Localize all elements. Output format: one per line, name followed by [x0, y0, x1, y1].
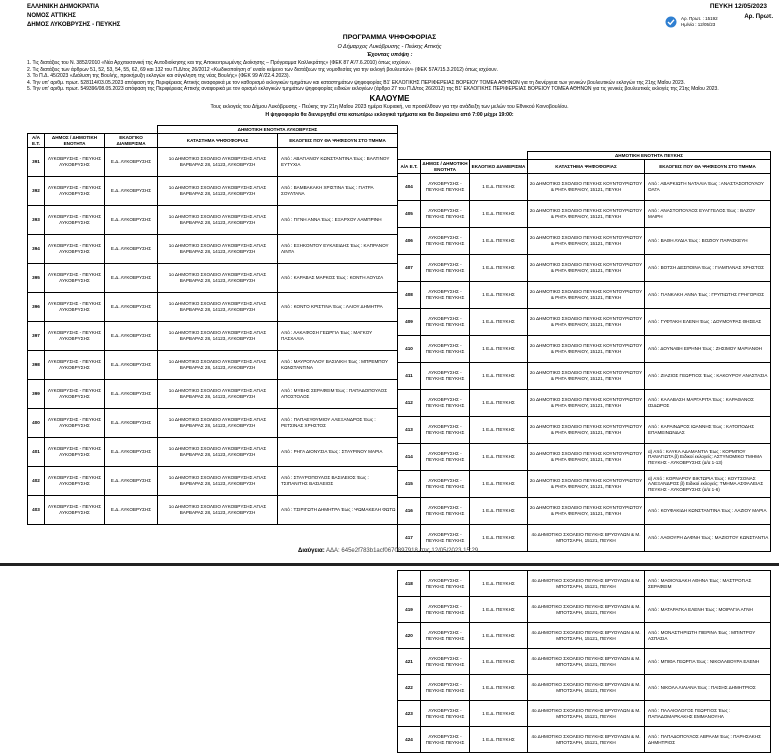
voters-range: Από : ΜΑΥΡΟΓΑΛΟΥ ΒΑΣΙΛΙΚΗ Έως : ΜΠΡΕΜΠΟΥ ΚΩΝΣΤΑΝΤΙΝΑ [278, 351, 398, 380]
polling-station: 1ο ΔΗΜΟΤΙΚΟ ΣΧΟΛΕΙΟ ΛΥΚΟΒΡΥΣΗΣ ΑΓΙΑΣ ΒΑΡΒΑΡΑΣ 28, 14123, ΛΥΚΟΒΡΥΣΗ [158, 380, 278, 409]
electoral-district: 1 Ε.Δ. ΠΕΥΚΗΣ [470, 623, 528, 649]
voters-range: α) Από : ΚΑΥΚΑ ΑΔΑΜΑΝΤΙΑ Έως : ΚΟΡΜΠΟΥ ΠΑΝΑΓΙΩΤΑ β) Ειδικοί εκλογείς: ΑΣΤΥΝΟΜΙΚΟ ΤΜΗΜΑ ΠΕΥΚΗΣ - ΛΥΚΟΒΡΥΣΗΣ (α/α 1-13) [645, 444, 771, 471]
section-number: 404 [398, 174, 421, 201]
consideration-item: 5. Την υπ' αριθμ. πρωτ. 549396/08.05.2023 απόφαση της Περιφέρειας Αττικής αναφορικά με τον ορισμό εκλογικών τμημάτων ψηφοφορίας ειδικών εκλογέων (άρθρο 27 του Π.Δ/τος 26/2012) της Β1' ΕΚΛΟΓΙΚΗΣ ΠΕΡΙΦΕΡΕΙΑΣ ΒΟΡΕΙΟΥ ΤΟΜΕΑ ΑΘΗΝΩΝ για τις γενικές βουλευτικές εκλογές της 21ης Μαΐου 2023. [27, 86, 719, 93]
voters-range: Από : ΠΑΠΑΔΟΠΟΥΛΟΣ ΑΒΡΑΑΜ Έως : ΠΑΡΗΣΑΚΗΣ ΔΗΜΗΤΡΙΟΣ [645, 727, 771, 753]
section-number: 392 [28, 177, 45, 206]
column-header: Α/Α Ε.Τ. [398, 160, 421, 174]
column-header: ΕΚΛΟΓΕΙΣ ΠΟΥ ΘΑ ΨΗΦΙΣΟΥΝ ΣΤΟ ΤΜΗΜΑ [278, 134, 398, 148]
issuer-line: ΔΗΜΟΣ ΛΥΚΟΒΡΥΣΗΣ - ΠΕΥΚΗΣ [27, 22, 121, 28]
electoral-district: 1 Ε.Δ. ΠΕΥΚΗΣ [470, 525, 528, 552]
polling-station: 2ο ΔΗΜΟΤΙΚΟ ΣΧΟΛΕΙΟ ΠΕΥΚΗΣ ΚΟΥΝΤΟΥΡΙΩΤΟΥ & ΡΗΓΑ ΦΕΡΑΙΟΥ, 15121, ΠΕΥΚΗ [528, 390, 645, 417]
voters-range: Από : ΜΑΘΙΟΥΔΑΚΗ ΑΘΗΝΑ Έως : ΜΑΣΤΡΟΓΙΑΣ ΣΕΡΑΦΕΙΜ [645, 571, 771, 597]
polling-station: 2ο ΔΗΜΟΤΙΚΟ ΣΧΟΛΕΙΟ ΠΕΥΚΗΣ ΚΟΥΝΤΟΥΡΙΩΤΟΥ & ΡΗΓΑ ΦΕΡΑΙΟΥ, 15121, ΠΕΥΚΗ [528, 417, 645, 444]
electoral-district: 1 Ε.Δ. ΠΕΥΚΗΣ [470, 417, 528, 444]
section-number: 402 [28, 467, 45, 496]
section-number: 414 [398, 444, 421, 471]
voters-range: Από : ΚΟΝΤΟ ΚΡΙΣΤΙΝΑ Έως : ΛΑΙΟΥ ΔΗΜΗΤΡΑ [278, 293, 398, 322]
left-polling-table [27, 125, 398, 525]
voters-range: α) Από : ΚΟΡΝΑΡΟΥ ΒΙΚΤΩΡΙΑ Έως : ΚΟΥΤΣΟΝΑΣ ΑΛΕΞΑΝΔΡΟΣ β) Ειδικοί εκλογείς: ΤΜΗΜΑ ΑΣΦΑΛΕΙΑΣ ΠΕΥΚΗΣ - ΛΥΚΟΒΡΥΣΗΣ (α/α 1-6) [645, 471, 771, 498]
section-number: 406 [398, 228, 421, 255]
voters-range: Από : ΜΟΝΑΣΤΗΡΙΩΤΗ ΠΙΕΡΙΝΑ Έως : ΜΠΙΝΤΡΟΥ ΑΣΠΑΣΙΑ [645, 623, 771, 649]
electoral-district: Ε.Δ. ΛΥΚΟΒΡΥΣΗΣ [105, 496, 158, 525]
municipality: ΛΥΚΟΒΡΥΣΗΣ - ΠΕΥΚΗΣ ΛΥΚΟΒΡΥΣΗΣ [45, 148, 105, 177]
section-number: 413 [398, 417, 421, 444]
section-number: 398 [28, 351, 45, 380]
polling-station: 4ο ΔΗΜΟΤΙΚΟ ΣΧΟΛΕΙΟ ΠΕΥΚΗΣ ΒΡΥΟΥΛΩΝ & Μ. ΜΠΟΤΣΑΡΗ, 15121, ΠΕΥΚΗ [528, 675, 645, 701]
electoral-district: 1 Ε.Δ. ΠΕΥΚΗΣ [470, 282, 528, 309]
municipality: ΛΥΚΟΒΡΥΣΗΣ - ΠΕΥΚΗΣ ΠΕΥΚΗΣ [421, 727, 470, 753]
section-number: 400 [28, 409, 45, 438]
polling-station: 1ο ΔΗΜΟΤΙΚΟ ΣΧΟΛΕΙΟ ΛΥΚΟΒΡΥΣΗΣ ΑΓΙΑΣ ΒΑΡΒΑΡΑΣ 28, 14123, ΛΥΚΟΒΡΥΣΗ [158, 264, 278, 293]
municipality: ΛΥΚΟΒΡΥΣΗΣ - ΠΕΥΚΗΣ ΠΕΥΚΗΣ [421, 571, 470, 597]
electoral-district: 1 Ε.Δ. ΠΕΥΚΗΣ [470, 363, 528, 390]
voters-range: Από : ΠΑΠΑΕΥΘΥΜΙΟΥ ΑΛΕΞΑΝΔΡΟΣ Έως : ΡΕΤΣΙΝΑΣ ΧΡΗΣΤΟΣ [278, 409, 398, 438]
polling-station: 2ο ΔΗΜΟΤΙΚΟ ΣΧΟΛΕΙΟ ΠΕΥΚΗΣ ΚΟΥΝΤΟΥΡΙΩΤΟΥ & ΡΗΓΑ ΦΕΡΑΙΟΥ, 15121, ΠΕΥΚΗ [528, 228, 645, 255]
section-number: 393 [28, 206, 45, 235]
section-number: 407 [398, 255, 421, 282]
electoral-district: 1 Ε.Δ. ΠΕΥΚΗΣ [470, 228, 528, 255]
voters-range: Από : ΝΙΚΟΛΑ ΛΙΛΙΑΝΑ Έως : ΠΑΙΣΗΣ ΔΗΜΗΤΡΙΟΣ [645, 675, 771, 701]
voters-range: Από : ΒΟΤΣΗ ΔΕΣΠΟΙΝΑ Έως : ΓΙΑΜΠΑΝΑΣ ΧΡΗΣΤΟΣ [645, 255, 771, 282]
voters-range: Από : ΕΞΗΚΟΝΤΟΥ ΕΥΚΛΕΙΔΗΣ Έως : ΚΑΠΡΑΝΟΥ ΛΙΝΤΑ [278, 235, 398, 264]
voters-range: Από : ΑΒΑΓΙΑΝΟΥ ΚΩΝΣΤΑΝΤΙΝΑ Έως : ΒΑΛΤΙΝΟΥ ΕΥΤΥΧΙΑ [278, 148, 398, 177]
voters-range: Από : ΛΑΘΟΥΡΗ ΔΑΦΝΗ Έως : ΜΑΖΙΟΤΟΥ ΚΩΝΣΤΑΝΤΙΑ [645, 525, 771, 552]
section-number: 399 [28, 380, 45, 409]
electoral-district: 1 Ε.Δ. ΠΕΥΚΗΣ [470, 727, 528, 753]
electoral-district: Ε.Δ. ΛΥΚΟΒΡΥΣΗΣ [105, 409, 158, 438]
section-number: 395 [28, 264, 45, 293]
voters-range: Από : ΣΤΑΥΡΟΠΟΥΛΟΣ ΒΑΣΙΛΕΙΟΣ Έως : ΤΣΙΠΑΝΙΤΗΣ ΒΑΣΙΛΕΙΟΣ [278, 467, 398, 496]
table-row [398, 498, 771, 525]
district-group-header: ΔΗΜΟΤΙΚΗ ΕΝΟΤΗΤΑ ΠΕΥΚΗΣ [528, 152, 771, 160]
voters-range: Από : ΤΣΙΡΙΓΩΤΗ ΔΗΜΗΤΡΑ Έως : ΨΩΜΑΚΕΛΗ ΦΩΤΩ [278, 496, 398, 525]
polling-station: 1ο ΔΗΜΟΤΙΚΟ ΣΧΟΛΕΙΟ ΛΥΚΟΒΡΥΣΗΣ ΑΓΙΑΣ ΒΑΡΒΑΡΑΣ 28, 14123, ΛΥΚΟΒΡΥΣΗ [158, 322, 278, 351]
electoral-district: Ε.Δ. ΛΥΚΟΒΡΥΣΗΣ [105, 438, 158, 467]
polling-station: 4ο ΔΗΜΟΤΙΚΟ ΣΧΟΛΕΙΟ ΠΕΥΚΗΣ ΒΡΥΟΥΛΩΝ & Μ. ΜΠΟΤΣΑΡΗ, 15121, ΠΕΥΚΗ [528, 649, 645, 675]
section-number: 408 [398, 282, 421, 309]
electoral-district: Ε.Δ. ΛΥΚΟΒΡΥΣΗΣ [105, 351, 158, 380]
municipality: ΛΥΚΟΒΡΥΣΗΣ - ΠΕΥΚΗΣ ΠΕΥΚΗΣ [421, 623, 470, 649]
document-title: ΠΡΟΓΡΑΜΜΑ ΨΗΦΟΦΟΡΙΑΣ [342, 34, 437, 41]
municipality: ΛΥΚΟΒΡΥΣΗΣ - ΠΕΥΚΗΣ ΠΕΥΚΗΣ [421, 525, 470, 552]
municipality: ΛΥΚΟΒΡΥΣΗΣ - ΠΕΥΚΗΣ ΛΥΚΟΒΡΥΣΗΣ [45, 177, 105, 206]
municipality: ΛΥΚΟΒΡΥΣΗΣ - ΠΕΥΚΗΣ ΠΕΥΚΗΣ [421, 174, 470, 201]
table-row [398, 571, 771, 597]
table-row [28, 264, 398, 293]
diavgeia-watermark: Διαύγεια: ΑΔΑ: 645e2f783b1acf0670897918 στις 12/05/2023 15:29 [298, 548, 479, 554]
municipality: ΛΥΚΟΒΡΥΣΗΣ - ΠΕΥΚΗΣ ΛΥΚΟΒΡΥΣΗΣ [45, 264, 105, 293]
table-row [398, 282, 771, 309]
table-row [28, 409, 398, 438]
table-row [398, 701, 771, 727]
electoral-district: Ε.Δ. ΛΥΚΟΒΡΥΣΗΣ [105, 206, 158, 235]
section-number: 403 [28, 496, 45, 525]
polling-station: 1ο ΔΗΜΟΤΙΚΟ ΣΧΟΛΕΙΟ ΛΥΚΟΒΡΥΣΗΣ ΑΓΙΑΣ ΒΑΡΒΑΡΑΣ 28, 14123, ΛΥΚΟΒΡΥΣΗ [158, 177, 278, 206]
polling-station: 2ο ΔΗΜΟΤΙΚΟ ΣΧΟΛΕΙΟ ΠΕΥΚΗΣ ΚΟΥΝΤΟΥΡΙΩΤΟΥ & ΡΗΓΑ ΦΕΡΑΙΟΥ, 15121, ΠΕΥΚΗ [528, 174, 645, 201]
polling-station: 1ο ΔΗΜΟΤΙΚΟ ΣΧΟΛΕΙΟ ΛΥΚΟΒΡΥΣΗΣ ΑΓΙΑΣ ΒΑΡΒΑΡΑΣ 28, 14123, ΛΥΚΟΒΡΥΣΗ [158, 293, 278, 322]
table-row [398, 363, 771, 390]
polling-station: 2ο ΔΗΜΟΤΙΚΟ ΣΧΟΛΕΙΟ ΠΕΥΚΗΣ ΚΟΥΝΤΟΥΡΙΩΤΟΥ & ΡΗΓΑ ΦΕΡΑΙΟΥ, 15121, ΠΕΥΚΗ [528, 309, 645, 336]
column-header: ΕΚΛΟΓΕΙΣ ΠΟΥ ΘΑ ΨΗΦΙΣΟΥΝ ΣΤΟ ΤΜΗΜΑ [645, 160, 771, 174]
electoral-district: 1 Ε.Δ. ΠΕΥΚΗΣ [470, 444, 528, 471]
table-row [28, 177, 398, 206]
polling-station: 2ο ΔΗΜΟΤΙΚΟ ΣΧΟΛΕΙΟ ΠΕΥΚΗΣ ΚΟΥΝΤΟΥΡΙΩΤΟΥ & ΡΗΓΑ ΦΕΡΑΙΟΥ, 15121, ΠΕΥΚΗ [528, 498, 645, 525]
polling-station: 1ο ΔΗΜΟΤΙΚΟ ΣΧΟΛΕΙΟ ΛΥΚΟΒΡΥΣΗΣ ΑΓΙΑΣ ΒΑΡΒΑΡΑΣ 28, 14123, ΛΥΚΟΒΡΥΣΗ [158, 206, 278, 235]
call-text: Τους εκλογείς του Δήμου Λυκόβρυσης - Πεύκης την 21η Μαΐου 2023 ημέρα Κυριακή, να προσέλθουν για την ανάδειξη των μελών του Εθνικού Κοινοβουλίου. [210, 104, 569, 110]
voters-range: Από : ΚΑΡΑΙΝΔΡΟΣ ΙΩΑΝΝΗΣ Έως : ΚΑΤΟΠΟΔΗΣ ΕΠΑΜΕΙΝΩΝΔΑΣ [645, 417, 771, 444]
voters-range: Από : ΜΑΤΑΡΑΓΚΑ ΕΛΕΝΗ Έως : ΜΟΙΡΑΓΙΑ ΑΓΝΗ [645, 597, 771, 623]
polling-station: 2ο ΔΗΜΟΤΙΚΟ ΣΧΟΛΕΙΟ ΠΕΥΚΗΣ ΚΟΥΝΤΟΥΡΙΩΤΟΥ & ΡΗΓΑ ΦΕΡΑΙΟΥ, 15121, ΠΕΥΚΗ [528, 255, 645, 282]
municipality: ΛΥΚΟΒΡΥΣΗΣ - ΠΕΥΚΗΣ ΠΕΥΚΗΣ [421, 417, 470, 444]
table-row [28, 380, 398, 409]
table-row [398, 623, 771, 649]
electoral-district: Ε.Δ. ΛΥΚΟΒΡΥΣΗΣ [105, 148, 158, 177]
consideration-item: 2. Τις διατάξεις των άρθρων 51, 52, 53, 54, 55, 62, 69 και 132 του Π.Δ/τος 26/2012 «Κωδικοποίηση σ' ενιαίο κείμενο των διατάξεων της νομοθεσίας για την εκλογή βουλευτών» (ΦΕΚ 57Α'/15.3.2012) όπως ισχύουν. [27, 66, 498, 73]
stamp-label: Αρ. Πρωτ. [744, 14, 773, 20]
polling-station: 4ο ΔΗΜΟΤΙΚΟ ΣΧΟΛΕΙΟ ΠΕΥΚΗΣ ΒΡΥΟΥΛΩΝ & Μ. ΜΠΟΤΣΑΡΗ, 15121, ΠΕΥΚΗ [528, 701, 645, 727]
voters-range: Από : ΡΗΓΑ ΔΙΟΝΥΣΙΑ Έως : ΣΤΑΥΡΙΝΟΥ ΜΑΡΙΑ [278, 438, 398, 467]
table-row [28, 293, 398, 322]
electoral-district: Ε.Δ. ΛΥΚΟΒΡΥΣΗΣ [105, 264, 158, 293]
section-number: 416 [398, 498, 421, 525]
municipality: ΛΥΚΟΒΡΥΣΗΣ - ΠΕΥΚΗΣ ΠΕΥΚΗΣ [421, 675, 470, 701]
page-separator [0, 563, 779, 566]
section-number: 418 [398, 571, 421, 597]
electoral-district: Ε.Δ. ΛΥΚΟΒΡΥΣΗΣ [105, 322, 158, 351]
table-row [398, 309, 771, 336]
electoral-district: Ε.Δ. ΛΥΚΟΒΡΥΣΗΣ [105, 177, 158, 206]
voters-range: Από : ΑΒΑΡΚΙΩΤΗ ΝΑΤΑΛΙΑ Έως : ΑΝΑΣΤΑΣΟΠΟΥΛΟΥ ΟΛΓΑ [645, 174, 771, 201]
table-row [28, 351, 398, 380]
having-in-mind: Έχοντας υπόψη : [366, 52, 413, 58]
column-header: ΕΚΛΟΓΙΚΟ ΔΙΑΜΕΡΙΣΜΑ [470, 160, 528, 174]
municipality: ΛΥΚΟΒΡΥΣΗΣ - ΠΕΥΚΗΣ ΠΕΥΚΗΣ [421, 309, 470, 336]
call-hours: Η ψηφοφορία θα διενεργηθεί στα κατωτέρω εκλογικά τμήματα και θα διαρκέσει από 7:00 μέχρι 19:00: [265, 112, 514, 118]
municipality: ΛΥΚΟΒΡΥΣΗΣ - ΠΕΥΚΗΣ ΠΕΥΚΗΣ [421, 336, 470, 363]
polling-station: 2ο ΔΗΜΟΤΙΚΟ ΣΧΟΛΕΙΟ ΠΕΥΚΗΣ ΚΟΥΝΤΟΥΡΙΩΤΟΥ & ΡΗΓΑ ΦΕΡΑΙΟΥ, 15121, ΠΕΥΚΗ [528, 363, 645, 390]
table-row [28, 148, 398, 177]
issuer-line: ΕΛΛΗΝΙΚΗ ΔΗΜΟΚΡΑΤΙΑ [27, 4, 100, 10]
municipality: ΛΥΚΟΒΡΥΣΗΣ - ΠΕΥΚΗΣ ΠΕΥΚΗΣ [421, 201, 470, 228]
municipality: ΛΥΚΟΒΡΥΣΗΣ - ΠΕΥΚΗΣ ΠΕΥΚΗΣ [421, 390, 470, 417]
polling-station: 4ο ΔΗΜΟΤΙΚΟ ΣΧΟΛΕΙΟ ΠΕΥΚΗΣ ΒΡΥΟΥΛΩΝ & Μ. ΜΠΟΤΣΑΡΗ, 15121, ΠΕΥΚΗ [528, 597, 645, 623]
protocol-stamp [665, 13, 775, 33]
table-row [398, 444, 771, 471]
call-heading: ΚΑΛΟΥΜΕ [369, 94, 410, 103]
municipality: ΛΥΚΟΒΡΥΣΗΣ - ΠΕΥΚΗΣ ΠΕΥΚΗΣ [421, 228, 470, 255]
polling-station: 4ο ΔΗΜΟΤΙΚΟ ΣΧΟΛΕΙΟ ΠΕΥΚΗΣ ΒΡΥΟΥΛΩΝ & Μ. ΜΠΟΤΣΑΡΗ, 15121, ΠΕΥΚΗ [528, 623, 645, 649]
considerations-list [27, 60, 772, 93]
municipality: ΛΥΚΟΒΡΥΣΗΣ - ΠΕΥΚΗΣ ΛΥΚΟΒΡΥΣΗΣ [45, 293, 105, 322]
polling-station: 1ο ΔΗΜΟΤΙΚΟ ΣΧΟΛΕΙΟ ΛΥΚΟΒΡΥΣΗΣ ΑΓΙΑΣ ΒΑΡΒΑΡΑΣ 28, 14123, ΛΥΚΟΒΡΥΣΗ [158, 467, 278, 496]
document-subtitle: Ο Δήμαρχος Λυκόβρυσης - Πεύκης Αττικής [337, 44, 442, 50]
polling-station: 1ο ΔΗΜΟΤΙΚΟ ΣΧΟΛΕΙΟ ΛΥΚΟΒΡΥΣΗΣ ΑΓΙΑΣ ΒΑΡΒΑΡΑΣ 28, 14123, ΛΥΚΟΒΡΥΣΗ [158, 438, 278, 467]
registry-logo-icon [665, 16, 677, 28]
page2-polling-table [397, 570, 771, 753]
municipality: ΛΥΚΟΒΡΥΣΗΣ - ΠΕΥΚΗΣ ΛΥΚΟΒΡΥΣΗΣ [45, 438, 105, 467]
municipality: ΛΥΚΟΒΡΥΣΗΣ - ΠΕΥΚΗΣ ΠΕΥΚΗΣ [421, 282, 470, 309]
municipality: ΛΥΚΟΒΡΥΣΗΣ - ΠΕΥΚΗΣ ΛΥΚΟΒΡΥΣΗΣ [45, 322, 105, 351]
municipality: ΛΥΚΟΒΡΥΣΗΣ - ΠΕΥΚΗΣ ΛΥΚΟΒΡΥΣΗΣ [45, 409, 105, 438]
table-row [398, 471, 771, 498]
electoral-district: 1 Ε.Δ. ΠΕΥΚΗΣ [470, 309, 528, 336]
municipality: ΛΥΚΟΒΡΥΣΗΣ - ΠΕΥΚΗΣ ΠΕΥΚΗΣ [421, 471, 470, 498]
district-group-header: ΔΗΜΟΤΙΚΗ ΕΝΟΤΗΤΑ ΛΥΚΟΒΡΥΣΗΣ [158, 126, 398, 134]
section-number: 412 [398, 390, 421, 417]
table-header-row [398, 160, 771, 174]
table-row [398, 174, 771, 201]
voters-range: Από : ΚΑΡΑΒΑΣ ΜΑΡΚΟΣ Έως : ΚΟΝΤΗ ΛΟΥΙΖΑ [278, 264, 398, 293]
stamp-text: Αρ. Πρωτ. : 15192 Ημ/νία : 12/05/23 [681, 16, 718, 27]
section-number: 423 [398, 701, 421, 727]
section-number: 424 [398, 727, 421, 753]
table-row [398, 336, 771, 363]
table-row [398, 201, 771, 228]
polling-station: 2ο ΔΗΜΟΤΙΚΟ ΣΧΟΛΕΙΟ ΠΕΥΚΗΣ ΚΟΥΝΤΟΥΡΙΩΤΟΥ & ΡΗΓΑ ΦΕΡΑΙΟΥ, 15121, ΠΕΥΚΗ [528, 471, 645, 498]
electoral-district: 1 Ε.Δ. ΠΕΥΚΗΣ [470, 675, 528, 701]
municipality: ΛΥΚΟΒΡΥΣΗΣ - ΠΕΥΚΗΣ ΠΕΥΚΗΣ [421, 498, 470, 525]
column-header: Α/Α Ε.Τ. [28, 134, 45, 148]
electoral-district: 1 Ε.Δ. ΠΕΥΚΗΣ [470, 597, 528, 623]
voters-range: Από : ΓΙΑΝΚΑΚΗ ΑΝΝΑ Έως : ΓΡΥΠΙΩΤΗΣ ΓΡΗΓΟΡΙΟΣ [645, 282, 771, 309]
voters-range: Από : ΛΑΚΑΦΟΣΗ ΓΕΩΡΓΙΑ Έως : ΜΑΓΚΟΥ ΠΑΣΧΑΛΙΑ [278, 322, 398, 351]
polling-station: 1ο ΔΗΜΟΤΙΚΟ ΣΧΟΛΕΙΟ ΛΥΚΟΒΡΥΣΗΣ ΑΓΙΑΣ ΒΑΡΒΑΡΑΣ 28, 14123, ΛΥΚΟΒΡΥΣΗ [158, 409, 278, 438]
municipality: ΛΥΚΟΒΡΥΣΗΣ - ΠΕΥΚΗΣ ΠΕΥΚΗΣ [421, 255, 470, 282]
electoral-district: 1 Ε.Δ. ΠΕΥΚΗΣ [470, 390, 528, 417]
section-number: 419 [398, 597, 421, 623]
column-header: ΕΚΛΟΓΙΚΟ ΔΙΑΜΕΡΙΣΜΑ [105, 134, 158, 148]
electoral-district: 1 Ε.Δ. ΠΕΥΚΗΣ [470, 471, 528, 498]
electoral-district: Ε.Δ. ΛΥΚΟΒΡΥΣΗΣ [105, 293, 158, 322]
section-number: 422 [398, 675, 421, 701]
voters-range: Από : ΒΑΘΗ ΛΥΔΙΑ Έως : ΒΟΖΙΟΥ ΠΑΡΑΣΚΕΥΗ [645, 228, 771, 255]
electoral-district: 1 Ε.Δ. ΠΕΥΚΗΣ [470, 255, 528, 282]
polling-station: 2ο ΔΗΜΟΤΙΚΟ ΣΧΟΛΕΙΟ ΠΕΥΚΗΣ ΚΟΥΝΤΟΥΡΙΩΤΟΥ & ΡΗΓΑ ΦΕΡΑΙΟΥ, 15121, ΠΕΥΚΗ [528, 444, 645, 471]
voters-range: Από : ΑΝΑΣΤΟΠΟΥΛΟΣ ΕΥΑΓΓΕΛΟΣ Έως : ΒΑΖΟΥ ΜΑΙΡΗ [645, 201, 771, 228]
table-row [398, 390, 771, 417]
municipality: ΛΥΚΟΒΡΥΣΗΣ - ΠΕΥΚΗΣ ΠΕΥΚΗΣ [421, 597, 470, 623]
section-number: 410 [398, 336, 421, 363]
polling-station: 4ο ΔΗΜΟΤΙΚΟ ΣΧΟΛΕΙΟ ΠΕΥΚΗΣ ΒΡΥΟΥΛΩΝ & Μ. ΜΠΟΤΣΑΡΗ, 15121, ΠΕΥΚΗ [528, 727, 645, 753]
electoral-district: Ε.Δ. ΛΥΚΟΒΡΥΣΗΣ [105, 380, 158, 409]
municipality: ΛΥΚΟΒΡΥΣΗΣ - ΠΕΥΚΗΣ ΛΥΚΟΒΡΥΣΗΣ [45, 467, 105, 496]
table-row [28, 496, 398, 525]
section-number: 417 [398, 525, 421, 552]
voters-range: Από : ΜΥΒΗΣ ΣΕΡΑΦΕΙΜ Έως : ΠΑΠΑΔΟΠΟΥΛΟΣ ΑΠΟΣΤΟΛΟΣ [278, 380, 398, 409]
section-number: 391 [28, 148, 45, 177]
electoral-district: 1 Ε.Δ. ΠΕΥΚΗΣ [470, 701, 528, 727]
voters-range: Από : ΔΟΥΝΑΒΗ ΕΙΡΗΝΗ Έως : ΖΗΣΙΜΟΥ ΜΑΡΙΑΝΘΗ [645, 336, 771, 363]
electoral-district: 1 Ε.Δ. ΠΕΥΚΗΣ [470, 174, 528, 201]
municipality: ΛΥΚΟΒΡΥΣΗΣ - ΠΕΥΚΗΣ ΛΥΚΟΒΡΥΣΗΣ [45, 351, 105, 380]
polling-station: 4ο ΔΗΜΟΤΙΚΟ ΣΧΟΛΕΙΟ ΠΕΥΚΗΣ ΒΡΥΟΥΛΩΝ & Μ. ΜΠΟΤΣΑΡΗ, 15121, ΠΕΥΚΗ [528, 571, 645, 597]
table-header-row [28, 134, 398, 148]
section-number: 401 [28, 438, 45, 467]
issuer-header [27, 3, 120, 30]
table-row [398, 675, 771, 701]
municipality: ΛΥΚΟΒΡΥΣΗΣ - ΠΕΥΚΗΣ ΠΕΥΚΗΣ [421, 701, 470, 727]
section-number: 409 [398, 309, 421, 336]
voters-range: Από : ΓΙΓΝΗ ΑΝΝΑ Έως : ΕΞΑΡΧΟΥ ΛΑΜΠΡΙΝΗ [278, 206, 398, 235]
issuer-line: ΝΟΜΟΣ ΑΤΤΙΚΗΣ [27, 13, 76, 19]
polling-station: 4ο ΔΗΜΟΤΙΚΟ ΣΧΟΛΕΙΟ ΠΕΥΚΗΣ ΒΡΥΟΥΛΩΝ & Μ. ΜΠΟΤΣΑΡΗ, 15121, ΠΕΥΚΗ [528, 525, 645, 552]
polling-station: 2ο ΔΗΜΟΤΙΚΟ ΣΧΟΛΕΙΟ ΠΕΥΚΗΣ ΚΟΥΝΤΟΥΡΙΩΤΟΥ & ΡΗΓΑ ΦΕΡΑΙΟΥ, 15121, ΠΕΥΚΗ [528, 201, 645, 228]
municipality: ΛΥΚΟΒΡΥΣΗΣ - ΠΕΥΚΗΣ ΛΥΚΟΒΡΥΣΗΣ [45, 235, 105, 264]
section-number: 405 [398, 201, 421, 228]
table-row [398, 255, 771, 282]
polling-station: 1ο ΔΗΜΟΤΙΚΟ ΣΧΟΛΕΙΟ ΛΥΚΟΒΡΥΣΗΣ ΑΓΙΑΣ ΒΑΡΒΑΡΑΣ 28, 14123, ΛΥΚΟΒΡΥΣΗ [158, 148, 278, 177]
section-number: 421 [398, 649, 421, 675]
polling-station: 1ο ΔΗΜΟΤΙΚΟ ΣΧΟΛΕΙΟ ΛΥΚΟΒΡΥΣΗΣ ΑΓΙΑΣ ΒΑΡΒΑΡΑΣ 28, 14123, ΛΥΚΟΒΡΥΣΗ [158, 235, 278, 264]
polling-station: 2ο ΔΗΜΟΤΙΚΟ ΣΧΟΛΕΙΟ ΠΕΥΚΗΣ ΚΟΥΝΤΟΥΡΙΩΤΟΥ & ΡΗΓΑ ΦΕΡΑΙΟΥ, 15121, ΠΕΥΚΗ [528, 336, 645, 363]
voters-range: Από : ΜΠΙΘΑ ΓΕΩΡΓΙΑ Έως : ΝΙΚΟΛΑΒΟΥΡΑ ΕΛΕΝΗ [645, 649, 771, 675]
electoral-district: 1 Ε.Δ. ΠΕΥΚΗΣ [470, 498, 528, 525]
voters-range: Από : ΖΙΑΖΙΟΣ ΓΕΩΡΓΙΟΣ Έως : ΚΑΚΟΥΡΟΥ ΑΝΑΣΤΑΣΙΑ [645, 363, 771, 390]
polling-station: 1ο ΔΗΜΟΤΙΚΟ ΣΧΟΛΕΙΟ ΛΥΚΟΒΡΥΣΗΣ ΑΓΙΑΣ ΒΑΡΒΑΡΑΣ 28, 14123, ΛΥΚΟΒΡΥΣΗ [158, 351, 278, 380]
section-number: 411 [398, 363, 421, 390]
voters-range: Από : ΚΟΥΦΑΚΙΔΗ ΚΩΝΣΤΑΝΤΙΝΑ Έως : ΛΑΖΙΟΥ ΜΑΡΙΑ [645, 498, 771, 525]
electoral-district: 1 Ε.Δ. ΠΕΥΚΗΣ [470, 649, 528, 675]
table-row [398, 597, 771, 623]
table-row [398, 417, 771, 444]
voters-range: Από : ΚΑΛΑΒΑΣΗ ΜΑΡΓΑΡΙΤΑ Έως : ΚΑΡΑΘΑΝΟΣ ΙΣΙΔΩΡΟΣ [645, 390, 771, 417]
municipality: ΛΥΚΟΒΡΥΣΗΣ - ΠΕΥΚΗΣ ΛΥΚΟΒΡΥΣΗΣ [45, 206, 105, 235]
consideration-item: 4. Την υπ' αριθμ. πρωτ. 528114/03.05.2023 απόφαση της Περιφέρειας Αττικής αναφορικά με τον καθορισμό εκλογικών τμημάτων και καταστημάτων ψηφοφορίας Β1' ΕΚΛΟΓΙΚΗΣ ΠΕΡΙΦΕΡΕΙΑΣ ΒΟΡΕΙΟΥ ΤΟΜΕΑ ΑΘΗΝΩΝ για τη διενέργεια των γενικών βουλευτικών εκλογών της 21ης Μαΐου 2023. [27, 79, 685, 86]
column-header: ΚΑΤΑΣΤΗΜΑ ΨΗΦΟΦΟΡΙΑΣ [528, 160, 645, 174]
municipality: ΛΥΚΟΒΡΥΣΗΣ - ΠΕΥΚΗΣ ΠΕΥΚΗΣ [421, 363, 470, 390]
municipality: ΛΥΚΟΒΡΥΣΗΣ - ΠΕΥΚΗΣ ΠΕΥΚΗΣ [421, 444, 470, 471]
electoral-district: 1 Ε.Δ. ΠΕΥΚΗΣ [470, 201, 528, 228]
table-row [398, 727, 771, 753]
table-row [28, 322, 398, 351]
polling-station: 1ο ΔΗΜΟΤΙΚΟ ΣΧΟΛΕΙΟ ΛΥΚΟΒΡΥΣΗΣ ΑΓΙΑΣ ΒΑΡΒΑΡΑΣ 28, 14123, ΛΥΚΟΒΡΥΣΗ [158, 496, 278, 525]
municipality: ΛΥΚΟΒΡΥΣΗΣ - ΠΕΥΚΗΣ ΠΕΥΚΗΣ [421, 649, 470, 675]
section-number: 396 [28, 293, 45, 322]
voters-range: Από : ΓΥΦΤΑΚΗ ΕΛΕΝΗ Έως : ΔΟΥΜΟΥΡΑΣ ΘΗΣΕΑΣ [645, 309, 771, 336]
polling-station: 2ο ΔΗΜΟΤΙΚΟ ΣΧΟΛΕΙΟ ΠΕΥΚΗΣ ΚΟΥΝΤΟΥΡΙΩΤΟΥ & ΡΗΓΑ ΦΕΡΑΙΟΥ, 15121, ΠΕΥΚΗ [528, 282, 645, 309]
municipality: ΛΥΚΟΒΡΥΣΗΣ - ΠΕΥΚΗΣ ΛΥΚΟΒΡΥΣΗΣ [45, 380, 105, 409]
electoral-district: 1 Ε.Δ. ΠΕΥΚΗΣ [470, 571, 528, 597]
table-row [28, 467, 398, 496]
electoral-district: 1 Ε.Δ. ΠΕΥΚΗΣ [470, 336, 528, 363]
consideration-item: 3. Το Π.Δ. 45/2023 «Διάλυση της Βουλής, προκήρυξη εκλογών και σύγκληση της νέας Βουλής» (ΦΕΚ 99 Α'/22.4.2023). [27, 73, 290, 80]
table-row [28, 438, 398, 467]
column-header: ΚΑΤΑΣΤΗΜΑ ΨΗΦΟΦΟΡΙΑΣ [158, 134, 278, 148]
section-number: 415 [398, 471, 421, 498]
voters-range: Από : ΒΑΜΒΑΚΑΚΗ ΧΡΙΣΤΙΝΑ Έως : ΓΙΑΤΡΑ ΣΟΥΛΤΑΝΑ [278, 177, 398, 206]
column-header: ΔΗΜΟΣ / ΔΗΜΟΤΙΚΗ ΕΝΟΤΗΤΑ [45, 134, 105, 148]
place-date: ΠΕΥΚΗ 12/05/2023 [709, 3, 767, 10]
voters-range: Από : ΠΑΛΑΙΟΛΟΓΟΣ ΓΕΩΡΓΙΟΣ Έως : ΠΑΠΑΔΟΜΑΡΚΑΚΗΣ ΕΜΜΑΝΟΥΗΛ [645, 701, 771, 727]
electoral-district: Ε.Δ. ΛΥΚΟΒΡΥΣΗΣ [105, 467, 158, 496]
section-number: 397 [28, 322, 45, 351]
electoral-district: Ε.Δ. ΛΥΚΟΒΡΥΣΗΣ [105, 235, 158, 264]
right-polling-table [397, 151, 771, 552]
consideration-item: 1. Τις διατάξεις του Ν. 3852/2010 «Νέα Αρχιτεκτονική της Αυτοδιοίκησης και της Αποκεντρωμένης Διοίκησης – Πρόγραμμα Καλλικράτης» (ΦΕΚ 87 Α'/7.6.2010) όπως ισχύουν. [27, 60, 412, 66]
table-row [398, 649, 771, 675]
table-row [28, 235, 398, 264]
section-number: 394 [28, 235, 45, 264]
column-header: ΔΗΜΟΣ / ΔΗΜΟΤΙΚΗ ΕΝΟΤΗΤΑ [422, 160, 468, 172]
table-row [398, 228, 771, 255]
municipality: ΛΥΚΟΒΡΥΣΗΣ - ΠΕΥΚΗΣ ΛΥΚΟΒΡΥΣΗΣ [45, 496, 105, 525]
table-row [28, 206, 398, 235]
section-number: 420 [398, 623, 421, 649]
